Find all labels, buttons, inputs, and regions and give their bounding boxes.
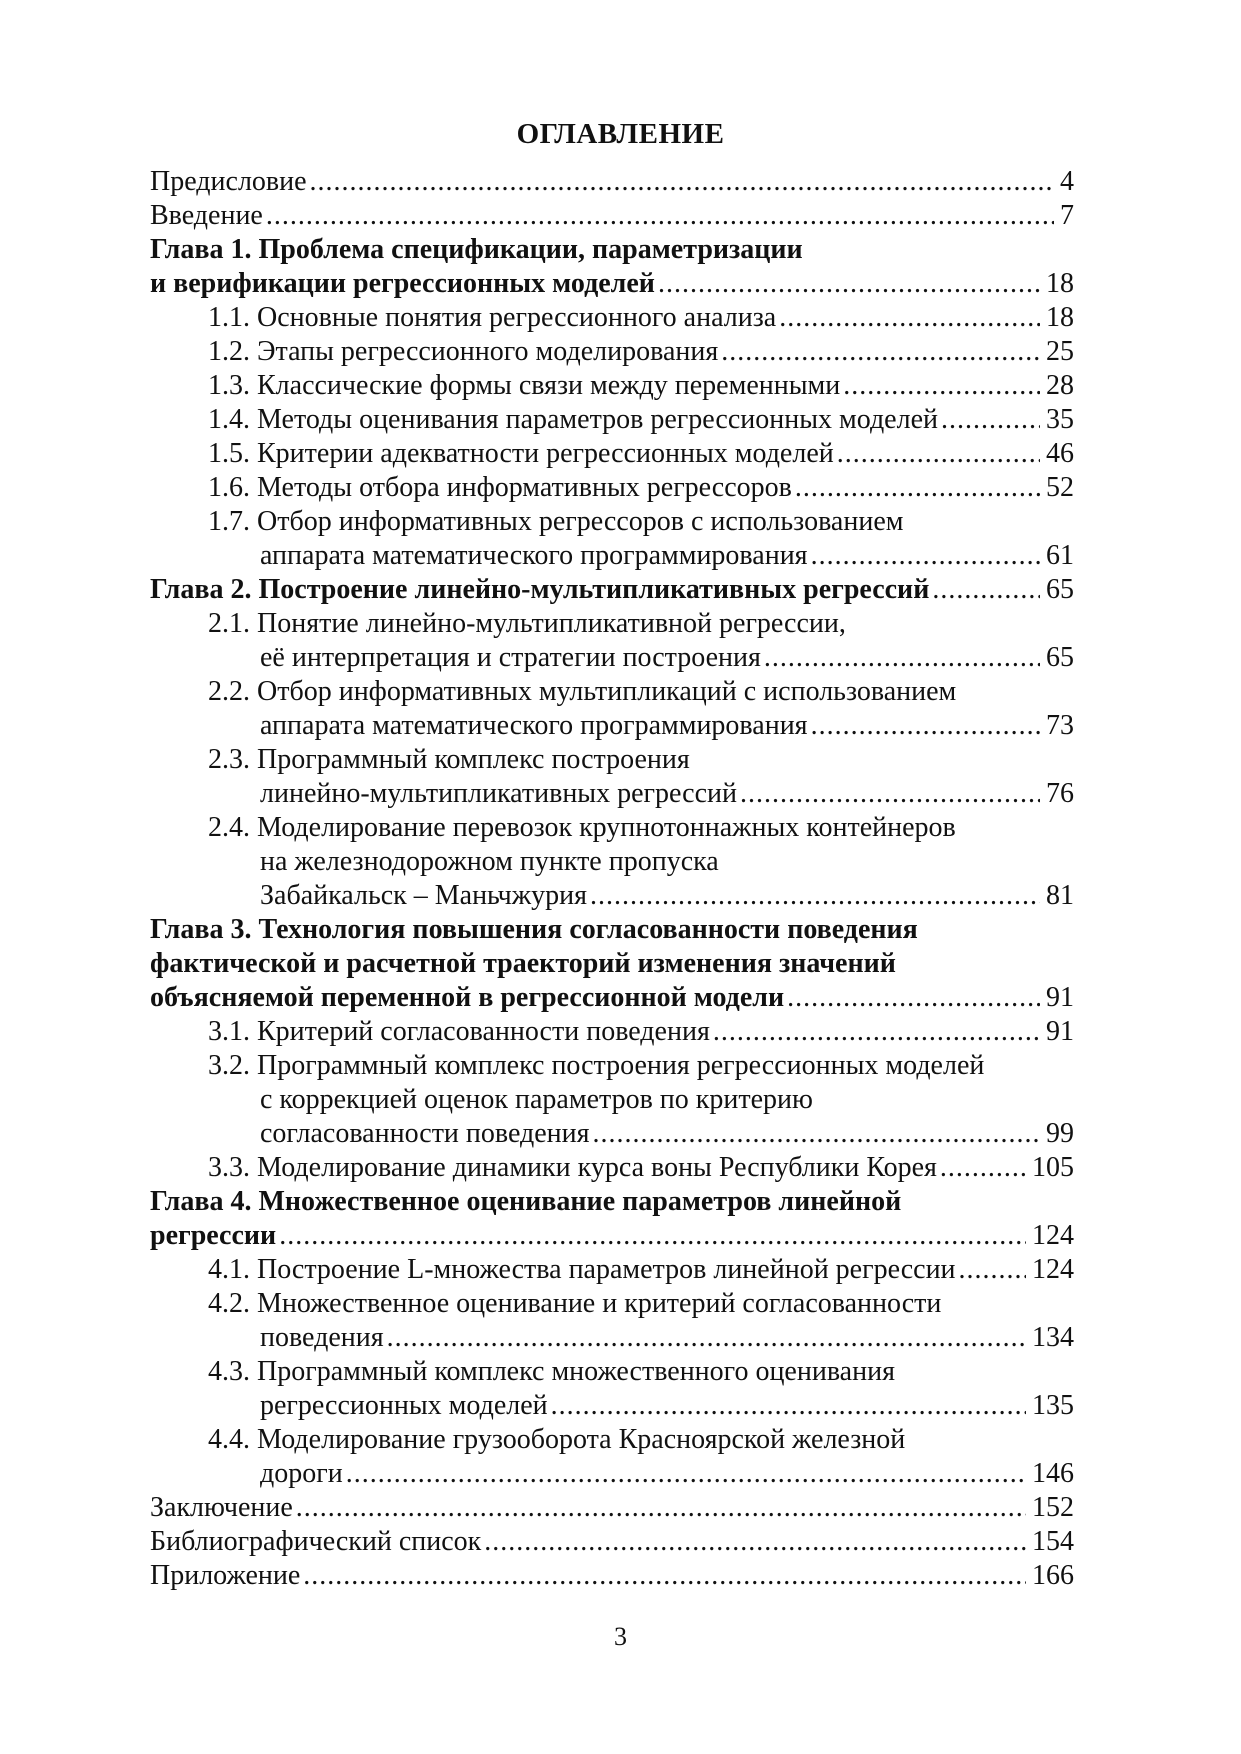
toc-line [150,777,1074,811]
toc-page-number: 25 [1046,336,1074,367]
toc-entry-text: 1.1. Основные понятия регрессионного анализа [208,302,777,333]
toc-line [150,845,1074,879]
toc-line [150,1117,1074,1151]
toc-entry-text: Введение [150,200,263,231]
toc-line [150,1423,1074,1457]
toc-line [150,709,1074,743]
toc-line [150,1457,1074,1491]
dot-leader [787,981,1040,1015]
toc-page-number: 91 [1046,1016,1074,1047]
toc-entry-text: Приложение [150,1560,301,1591]
dot-leader [795,471,1040,505]
toc-line [150,165,1074,199]
toc-entry-text: 1.2. Этапы регрессионного моделирования [208,336,719,367]
toc-line [150,505,1074,539]
toc-line [150,1525,1074,1559]
toc-page-number: 7 [1060,200,1074,231]
toc-page-number: 35 [1046,404,1074,435]
toc-line [150,947,1074,981]
toc-entry-text: регрессионных моделей [260,1390,548,1421]
toc-line [150,1491,1074,1525]
toc-entry-text: Забайкальск – Маньчжурия [260,880,587,911]
toc-line [150,675,1074,709]
dot-leader [811,539,1040,573]
toc-entry-text: дороги [260,1458,343,1489]
dot-leader [713,1015,1040,1049]
toc-entry-text: Глава 3. Технология повышения согласованности поведения [150,914,918,945]
toc-entry-text: 1.5. Критерии адекватности регрессионных моделей [208,438,834,469]
toc-page-number: 99 [1046,1118,1074,1149]
toc-page-number: 4 [1060,166,1074,197]
toc-entry-text: 1.4. Методы оценивания параметров регрессионных моделей [208,404,938,435]
toc-page-number: 18 [1046,268,1074,299]
dot-leader [387,1321,1026,1355]
toc-entry-text: 4.1. Построение L-множества параметров линейной регрессии [208,1254,956,1285]
toc-page-number: 81 [1046,880,1074,911]
toc-line [150,199,1074,233]
toc-entry-text: Библиографический список [150,1526,482,1557]
toc-page-number: 18 [1046,302,1074,333]
toc-entry-text: регрессии [150,1220,277,1251]
toc-line [150,369,1074,403]
toc-entry-text: 4.3. Программный комплекс множественного оценивания [208,1356,895,1387]
toc-line [150,641,1074,675]
toc-entry-text: согласованности поведения [260,1118,590,1149]
toc-page-number: 124 [1032,1220,1074,1251]
toc-page-number: 146 [1032,1458,1074,1489]
toc-page-number: 134 [1032,1322,1074,1353]
toc-entry-text: объясняемой переменной в регрессионной модели [150,982,785,1013]
toc-entry-text: 1.7. Отбор информативных регрессоров с использованием [208,506,904,537]
toc-entry-text: 4.2. Множественное оценивание и критерий согласованности [208,1288,942,1319]
toc-title: ОГЛАВЛЕНИЕ [516,118,725,150]
toc-entry-text: Глава 2. Построение линейно-мультипликативных регрессий [150,574,930,605]
toc-page-number: 61 [1046,540,1074,571]
toc-line [150,1083,1074,1117]
toc-line [150,607,1074,641]
toc-page-number: 65 [1046,642,1074,673]
toc-page-number: 73 [1046,710,1074,741]
toc-page-number: 135 [1032,1390,1074,1421]
toc-line [150,1389,1074,1423]
toc-page-number: 65 [1046,574,1074,605]
dot-leader [932,573,1040,607]
page-number: 3 [614,1622,627,1651]
toc-line [150,879,1074,913]
toc-page-number: 52 [1046,472,1074,503]
toc-line [150,403,1074,437]
toc-line [150,1559,1074,1593]
toc-entry-text: 4.4. Моделирование грузооборота Красноярской железной [208,1424,906,1455]
dot-leader [843,369,1040,403]
toc-entry-text: на железнодорожном пункте пропуска [260,846,719,877]
table-of-contents [150,165,1074,1593]
toc-line [150,1287,1074,1321]
toc-page-number: 124 [1032,1254,1074,1285]
toc-page-number: 152 [1032,1492,1074,1523]
toc-page-number: 154 [1032,1526,1074,1557]
dot-leader [303,1559,1026,1593]
toc-line [150,573,1074,607]
toc-line [150,1355,1074,1389]
toc-entry-text: 3.1. Критерий согласованности поведения [208,1016,710,1047]
toc-entry-text: 2.2. Отбор информативных мультипликаций с использованием [208,676,957,707]
toc-page-number: 28 [1046,370,1074,401]
toc-entry-text: 2.3. Программный комплекс построения [208,744,690,775]
dot-leader [590,879,1040,913]
dot-leader [959,1253,1026,1287]
dot-leader [266,199,1054,233]
toc-line [150,811,1074,845]
toc-line [150,539,1074,573]
dot-leader [310,165,1054,199]
toc-page-number: 91 [1046,982,1074,1013]
toc-entry-text: аппарата математического программирования [260,540,808,571]
toc-entry-text: и верификации регрессионных моделей [150,268,655,299]
toc-page-number: 46 [1046,438,1074,469]
toc-entry-text: Глава 4. Множественное оценивание параметров линейной [150,1186,902,1217]
toc-page-number: 105 [1032,1152,1074,1183]
toc-line [150,1015,1074,1049]
toc-entry-text: 2.4. Моделирование перевозок крупнотоннажных контейнеров [208,812,956,843]
toc-line [150,1253,1074,1287]
toc-line [150,335,1074,369]
dot-leader [279,1219,1026,1253]
dot-leader [779,301,1040,335]
toc-entry-text: 1.3. Классические формы связи между переменными [208,370,841,401]
dot-leader [940,1151,1026,1185]
toc-line [150,1219,1074,1253]
toc-entry-text: аппарата математического программирования [260,710,808,741]
toc-line [150,743,1074,777]
dot-leader [941,403,1040,437]
toc-line [150,1321,1074,1355]
toc-entry-text: Заключение [150,1492,293,1523]
toc-entry-text: 3.2. Программный комплекс построения регрессионных моделей [208,1050,985,1081]
toc-line [150,437,1074,471]
toc-entry-text: 3.3. Моделирование динамики курса воны Республики Корея [208,1152,937,1183]
toc-entry-text: с коррекцией оценок параметров по критерию [260,1084,813,1115]
toc-line [150,1151,1074,1185]
toc-line [150,1049,1074,1083]
toc-line [150,301,1074,335]
toc-line [150,267,1074,301]
toc-page-number: 166 [1032,1560,1074,1591]
toc-line [150,981,1074,1015]
toc-entry-text: поведения [260,1322,384,1353]
toc-line [150,471,1074,505]
toc-entry-text: её интерпретация и стратегии построения [260,642,761,673]
toc-line [150,913,1074,947]
dot-leader [740,777,1040,811]
toc-line [150,233,1074,267]
dot-leader [593,1117,1040,1151]
toc-entry-text: 1.6. Методы отбора информативных регрессоров [208,472,792,503]
toc-entry-text: Предисловие [150,166,307,197]
toc-entry-text: фактической и расчетной траекторий изменения значений [150,948,896,979]
dot-leader [721,335,1040,369]
toc-line [150,1185,1074,1219]
dot-leader [811,709,1040,743]
dot-leader [764,641,1040,675]
dot-leader [346,1457,1026,1491]
toc-entry-text: 2.1. Понятие линейно-мультипликативной регрессии, [208,608,846,639]
dot-leader [837,437,1040,471]
dot-leader [658,267,1040,301]
toc-page-number: 76 [1046,778,1074,809]
dot-leader [551,1389,1026,1423]
toc-entry-text: линейно-мультипликативных регрессий [260,778,737,809]
dot-leader [484,1525,1026,1559]
dot-leader [296,1491,1026,1525]
toc-entry-text: Глава 1. Проблема спецификации, параметризации [150,234,803,265]
